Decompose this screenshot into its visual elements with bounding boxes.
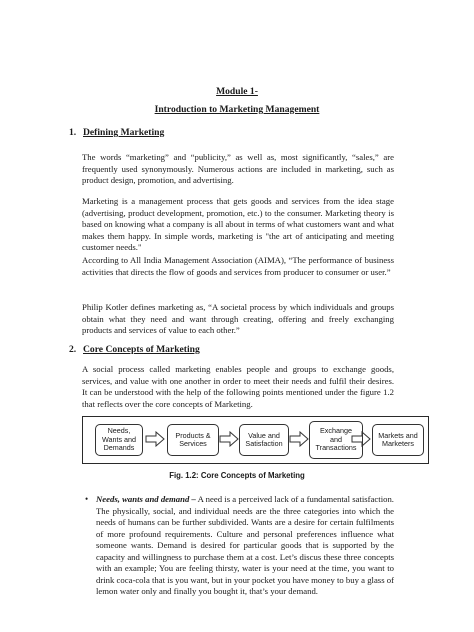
section-number: 1. [69, 127, 77, 138]
right-arrow-icon [145, 431, 165, 447]
diagram-box-markets-marketers: Markets and Marketers [372, 424, 424, 456]
right-arrow-icon [351, 431, 371, 447]
paragraph-kotler-definition: Philip Kotler defines marketing as, “A societal process by which individuals and groups obtain what they need and want through creating, offering and freely exchanging products and services of value to each other.” [82, 302, 394, 335]
section-title: Core Concepts of Marketing [83, 344, 200, 355]
section-heading-core-concepts [69, 344, 200, 355]
diagram-box-value-satisfaction: Value and Satisfaction [239, 424, 289, 456]
figure-caption: Fig. 1.2: Core Concepts of Marketing [169, 471, 305, 480]
document-title: Introduction to Marketing Management [154, 104, 320, 115]
paragraph-marketing-process: Marketing is a management process that gets goods and services from the idea stage (advertising, product development, promotion, etc.) to the consumer. Marketing theory is based on knowing what a company is all about in terms of what customers want and what makes them happy. In simple words, marketing is "the art of anticipating and meeting customer needs." [82, 196, 394, 252]
diagram-box-exchange-transactions: Exchange and Transactions [309, 421, 363, 459]
section-number: 2. [69, 344, 77, 355]
diagram-box-products-services: Products & Services [167, 424, 219, 456]
section-title: Defining Marketing [83, 127, 165, 138]
paragraph-aima-definition: According to All India Management Association (AIMA), “The performance of business activities that directs the flow of goods and services from producer to consumer or user.” [82, 255, 394, 277]
bullet-needs-wants-demand [96, 494, 394, 598]
module-title: Module 1- [216, 86, 258, 97]
paragraph-marketing-synonyms: The words “marketing” and “publicity,” as well as, most significantly, “sales,” are frequently used synonymously. Numerous actions are included in marketing, such as product design, promotion, and advertising. [82, 152, 394, 185]
right-arrow-icon [219, 431, 239, 447]
core-concepts-diagram [82, 416, 429, 464]
bullet-text: A need is a perceived lack of a fundamental satisfaction. The physically, social, and individual needs are the three categories into which the needs of humans can be further subdivided. Wants are a desire for certain fulfilments of more profound requirements. Culture and personal preferences influence what someone wants. Demand is desired for particular goods that is supported by the capacity and willingness to purchase them at a cost. Let’s discus these three concepts with an example; You are feeling thirsty, water is your need at the time, you want to drink coca-cola that is you want, but in your pocket you have money to buy a glass of lemon water only and finally you bought it, that’s your demand. [96, 494, 394, 596]
bullet-lead: Needs, wants and demand – [96, 494, 196, 504]
paragraph-core-concepts-intro: A social process called marketing enables people and groups to exchange goods, services, and value with one another in order to meet their needs and fulfil their desires. It can be understood with the help of the following points mentioned under the figure 1.2 that reflects over the core concepts of Marketing. [82, 364, 394, 409]
section-heading-defining-marketing [69, 127, 164, 138]
right-arrow-icon [289, 431, 309, 447]
diagram-box-needs-wants-demands: Needs, Wants and Demands [95, 424, 143, 456]
bullet-icon: • [85, 494, 89, 504]
